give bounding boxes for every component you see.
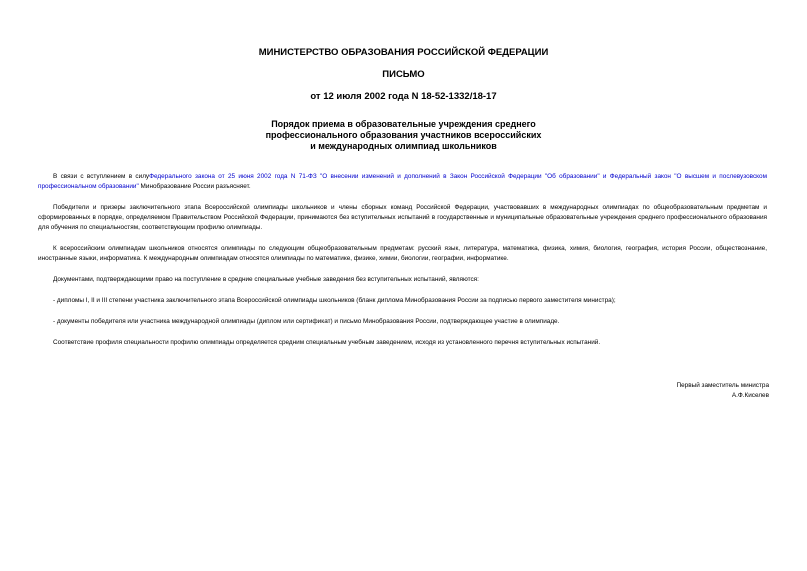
paragraph-4: Документами, подтверждающими право на поступление в средние специальные учебные заведения без вступительных испытаний, являются:	[53, 276, 479, 283]
ministry-heading: МИНИСТЕРСТВО ОБРАЗОВАНИЯ РОССИЙСКОЙ ФЕДЕРАЦИИ	[258, 47, 549, 58]
paragraph-2: Победители и призеры заключительного этапа Всероссийской олимпиады школьников и члены сборных команд Российской Федерации, участвовавших в международных олимпиадах по общеобразовательным предметам и сформированных в порядке, определяемом Правительством Российской Федерации, принимаются без вступительных испытаний в государственные и муниципальные образовательные учреждения среднего профессионального образования для обучения по специальностям, соответствующим профилю олимпиады.	[38, 204, 767, 231]
signatory-position: Первый заместитель министра	[676, 382, 769, 389]
document-body	[38, 172, 767, 348]
title-line-1: Порядок приема в образовательные учреждения среднего	[271, 119, 536, 129]
paragraph-6: - документы победителя или участника международной олимпиады (диплом или сертификат) и письмо Минобразования России, подтверждающее участие в олимпиаде.	[53, 318, 560, 325]
paragraph-5: - дипломы I, II и III степени участника заключительного этапа Всероссийской олимпиады школьников (бланк диплома Минобразования России за подписью первого заместителя министра);	[53, 297, 616, 304]
signatory-name: А.Ф.Киселев	[731, 392, 769, 399]
document-type: ПИСЬМО	[382, 69, 425, 80]
document-title	[0, 119, 807, 152]
title-line-2: профессионального образования участников всероссийских	[265, 130, 542, 140]
paragraph-7: Соответствие профиля специальности профилю олимпиады определяется средним специальным учебным заведением, исходя из установленного перечня вступительных испытаний.	[53, 339, 601, 346]
title-line-3: и международных олимпиад школьников	[310, 141, 497, 151]
paragraph-1-end: Минобразование России разъясняет.	[138, 183, 251, 190]
paragraph-1	[38, 172, 767, 192]
document-date-number: от 12 июля 2002 года N 18-52-1332/18-17	[310, 91, 497, 102]
paragraph-1-intro: В связи с вступлением в силу	[53, 173, 150, 180]
federal-law-link[interactable]: Федерального закона от 25 июня 2002 года N 71-ФЗ "О внесении изменений и дополнений в Закон Российской Федерации "Об образовании" и Федеральный закон "О высшем и послевузовском профессиональном образовании"	[38, 173, 767, 190]
signature-block	[677, 381, 769, 401]
paragraph-3: К всероссийским олимпиадам школьников относятся олимпиады по следующим общеобразовательным предметам: русский язык, литература, математика, физика, химия, биология, география, история России, обществознание, иностранные языки, информатика. К международным олимпиадам относятся олимпиады по математике, физике, химии, биологии, географии, информатике.	[38, 245, 767, 262]
